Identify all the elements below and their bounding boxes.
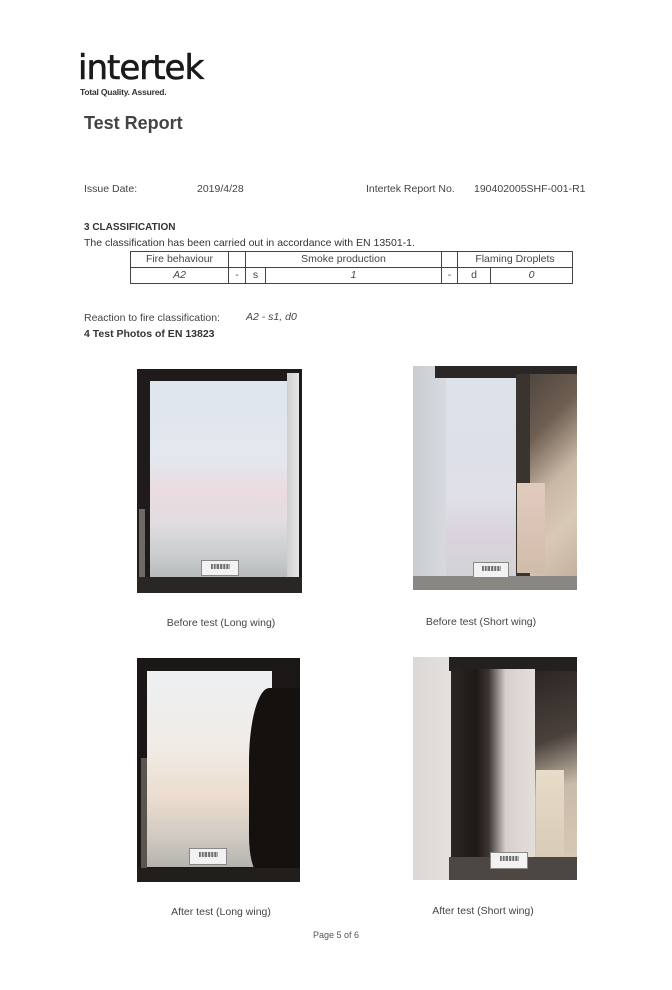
value-smoke-letter: s xyxy=(246,268,266,284)
photo-before-short-wing xyxy=(413,366,577,590)
table-header-row xyxy=(131,252,573,268)
classification-table xyxy=(130,251,573,284)
header-fire-behaviour: Fire behaviour xyxy=(131,252,229,268)
caption-after-short-wing: After test (Short wing) xyxy=(432,905,534,917)
photo-after-long-wing xyxy=(137,658,300,882)
specimen-label-plate: ⅡⅠⅢⅡⅡⅠⅡ xyxy=(189,848,227,865)
reaction-classification-value: A2 - s1, d0 xyxy=(246,311,297,323)
photos-heading: 4 Test Photos of EN 13823 xyxy=(84,328,215,340)
specimen-label-plate: ⅡⅠⅢⅡⅡⅠⅡ xyxy=(201,560,239,576)
page-number: Page 5 of 6 xyxy=(312,930,360,940)
table-value-row xyxy=(131,268,573,284)
value-smoke: 1 xyxy=(266,268,442,284)
header-spacer-2 xyxy=(442,252,458,268)
header-spacer-1 xyxy=(229,252,246,268)
classification-heading: 3 CLASSIFICATION xyxy=(84,222,176,233)
photo-after-short-wing xyxy=(413,657,577,880)
value-fire-behaviour: A2 xyxy=(131,268,229,284)
specimen-label-plate: ⅡⅠⅢⅡⅡⅠⅡ xyxy=(490,852,528,869)
page-title: Test Report xyxy=(84,113,183,133)
value-separator-1: - xyxy=(229,268,246,284)
photo-before-long-wing xyxy=(137,369,302,593)
specimen-label-plate: ⅡⅠⅢⅡⅡⅠⅡ xyxy=(473,562,509,578)
header-flaming-droplets: Flaming Droplets xyxy=(458,252,573,268)
value-droplets: 0 xyxy=(491,268,573,284)
classification-description: The classification has been carried out in accordance with EN 13501-1. xyxy=(84,237,415,249)
issue-date-value: 2019/4/28 xyxy=(197,183,244,195)
report-no-label: Intertek Report No. xyxy=(366,183,455,195)
logo-tagline: Total Quality. Assured. xyxy=(80,87,167,97)
reaction-classification-label: Reaction to fire classification: xyxy=(84,312,220,324)
value-separator-2: - xyxy=(442,268,458,284)
value-droplets-letter: d xyxy=(458,268,491,284)
report-no-value: 190402005SHF-001-R1 xyxy=(474,183,586,195)
caption-before-short-wing: Before test (Short wing) xyxy=(425,616,537,628)
header-smoke-production: Smoke production xyxy=(246,252,442,268)
caption-after-long-wing: After test (Long wing) xyxy=(171,906,271,918)
issue-date-label: Issue Date: xyxy=(84,183,138,195)
caption-before-long-wing: Before test (Long wing) xyxy=(166,617,276,629)
intertek-logo: intertek xyxy=(78,48,204,88)
